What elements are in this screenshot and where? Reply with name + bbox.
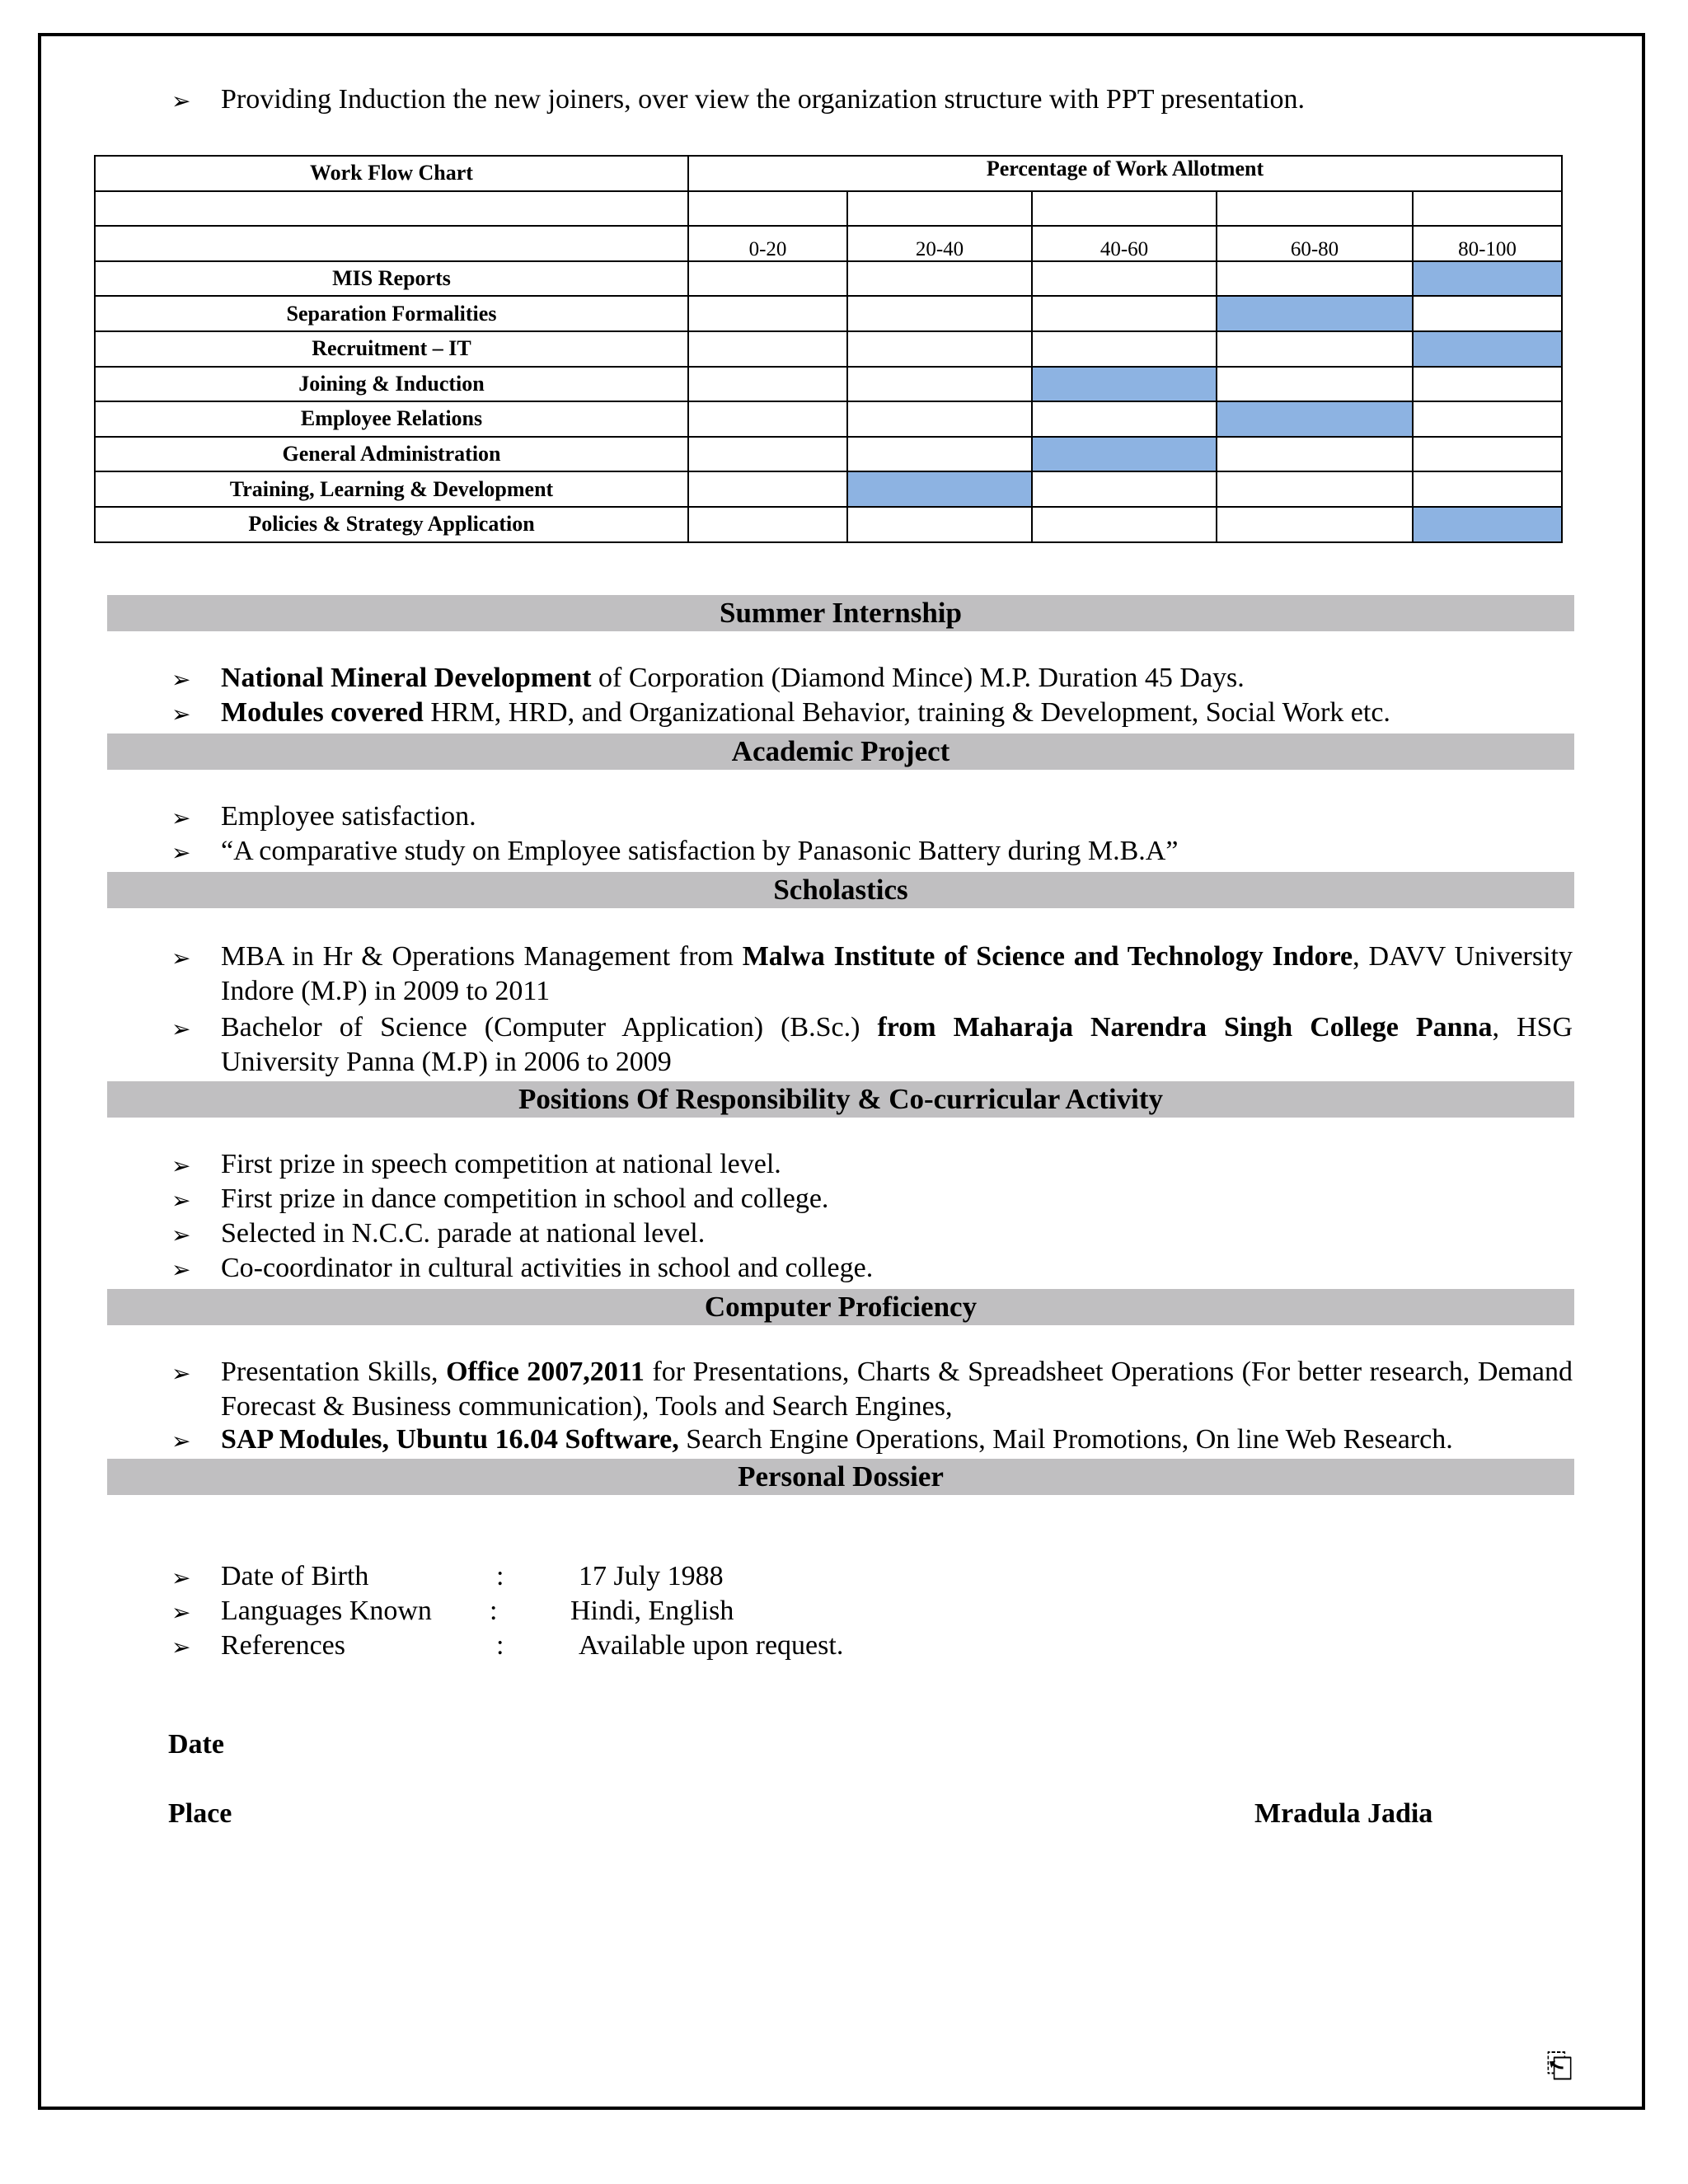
table-header-row (95, 156, 1562, 191)
academic-bullet-2: “A comparative study on Employee satisfaction by Panasonic Battery during M.B.A” (221, 836, 1179, 866)
allotment-bar (1217, 401, 1413, 437)
section-header-scholastics: Scholastics (107, 872, 1574, 908)
empty-cell (847, 331, 1032, 367)
allotment-bar (847, 471, 1032, 507)
empty-cell (1217, 261, 1413, 297)
empty-cell (95, 191, 688, 227)
empty-cell (847, 367, 1032, 402)
dossier-value: Available upon request. (579, 1630, 844, 1661)
bullet-arrow-icon: ➢ (171, 1633, 191, 1661)
bullet-arrow-icon: ➢ (171, 804, 191, 832)
empty-cell (688, 507, 847, 542)
computer-bullet-2 (221, 1422, 1589, 1457)
empty-cell (1413, 437, 1562, 472)
allotment-bar (1217, 296, 1413, 331)
computer-bullet-1-post: for Presentations, Charts & Spreadsheet Operations (For better research, Demand Forecast & Business communication), Tools and Search Engines, (221, 1357, 1573, 1422)
bullet-arrow-icon: ➢ (171, 701, 191, 728)
empty-cell (1032, 191, 1217, 227)
task-name: Policies & Strategy Application (95, 507, 688, 542)
place-label: Place (168, 1798, 232, 1829)
task-name: Training, Learning & Development (95, 471, 688, 507)
academic-bullet-1: Employee satisfaction. (221, 801, 476, 832)
range-label: 20-40 (847, 226, 1032, 261)
empty-cell (688, 367, 847, 402)
empty-cell (1413, 191, 1562, 227)
empty-cell (847, 261, 1032, 297)
table-row (95, 471, 1562, 507)
task-name: Separation Formalities (95, 296, 688, 331)
table-spacer-row (95, 191, 1562, 227)
dossier-label: References (221, 1630, 346, 1661)
empty-cell (688, 261, 847, 297)
empty-cell (688, 401, 847, 437)
empty-cell (1032, 331, 1217, 367)
allotment-bar (1413, 261, 1562, 297)
empty-cell (688, 471, 847, 507)
task-name: Joining & Induction (95, 367, 688, 402)
empty-cell (1032, 401, 1217, 437)
range-label: 40-60 (1032, 226, 1217, 261)
bullet-arrow-icon: ➢ (171, 1015, 191, 1043)
bullet-arrow-icon: ➢ (171, 1256, 191, 1283)
computer-bullet-2-bold: SAP Modules, Ubuntu 16.04 Software, (221, 1424, 679, 1455)
dossier-label: Languages Known (221, 1596, 432, 1626)
summer-bullet-1-bold: National Mineral Development (221, 663, 592, 693)
position-item: Co-coordinator in cultural activities in school and college. (221, 1253, 874, 1283)
bullet-arrow-icon: ➢ (171, 87, 191, 115)
bullet-arrow-icon: ➢ (171, 1187, 191, 1214)
summer-bullet-2-text: HRM, HRD, and Organizational Behavior, training & Development, Social Work etc. (423, 697, 1390, 728)
scholastics-bullet-1 (221, 940, 1573, 1009)
empty-cell (1413, 296, 1562, 331)
task-name: Employee Relations (95, 401, 688, 437)
empty-cell (1413, 401, 1562, 437)
bullet-arrow-icon: ➢ (171, 1360, 191, 1387)
bullet-arrow-icon: ➢ (171, 666, 191, 693)
range-label: 60-80 (1217, 226, 1413, 261)
summer-bullet-2-bold: Modules covered (221, 697, 424, 728)
allotment-bar (1413, 507, 1562, 542)
section-header-personal-dossier: Personal Dossier (107, 1459, 1574, 1495)
position-item: First prize in dance competition in school and college. (221, 1183, 829, 1214)
scholastics-bullet-2 (221, 1010, 1573, 1080)
task-name: General Administration (95, 437, 688, 472)
empty-cell (1032, 471, 1217, 507)
dossier-separator: : (496, 1561, 504, 1591)
scholastics-bullet-1-pre: MBA in Hr & Operations Management from (221, 941, 743, 972)
empty-cell (688, 191, 847, 227)
section-header-positions: Positions Of Responsibility & Co-curricular Activity (107, 1081, 1574, 1118)
bullet-arrow-icon: ➢ (171, 1152, 191, 1179)
summer-bullet-2 (221, 696, 1573, 730)
section-header-computer-proficiency: Computer Proficiency (107, 1289, 1574, 1325)
computer-bullet-1-pre: Presentation Skills, (221, 1357, 447, 1387)
bullet-arrow-icon: ➢ (171, 1564, 191, 1591)
empty-cell (847, 507, 1032, 542)
empty-cell (1217, 507, 1413, 542)
dossier-separator: : (496, 1630, 504, 1661)
empty-cell (1032, 261, 1217, 297)
table-row (95, 401, 1562, 437)
dossier-separator: : (490, 1596, 498, 1626)
allotment-bar (1032, 367, 1217, 402)
summer-bullet-1 (221, 661, 1573, 696)
empty-cell (1032, 296, 1217, 331)
dossier-label: Date of Birth (221, 1561, 369, 1591)
empty-cell (847, 296, 1032, 331)
empty-cell (688, 437, 847, 472)
scholastics-bullet-2-pre: Bachelor of Science (Computer Application) (B.Sc.) (221, 1012, 878, 1043)
empty-cell (1217, 471, 1413, 507)
empty-cell (688, 331, 847, 367)
position-item: First prize in speech competition at national level. (221, 1149, 781, 1179)
dossier-value: 17 July 1988 (579, 1561, 724, 1591)
empty-cell (688, 296, 847, 331)
scholastics-bullet-2-bold: from Maharaja Narendra Singh College Panna (877, 1012, 1493, 1043)
signature-name: Mradula Jadia (1254, 1798, 1433, 1829)
allotment-bar (1413, 331, 1562, 367)
summer-bullet-1-text: of Corporation (Diamond Mince) M.P. Duration 45 Days. (591, 663, 1245, 693)
empty-cell (847, 401, 1032, 437)
scholastics-bullet-1-bold: Malwa Institute of Science and Technology Indore (742, 941, 1353, 972)
table-row (95, 367, 1562, 402)
scholastics-bullet-2-post: , HSG University Panna (M.P) in 2006 to 2009 (221, 1012, 1573, 1077)
range-label: 80-100 (1413, 226, 1562, 261)
bullet-arrow-icon: ➢ (171, 1599, 191, 1626)
empty-cell (1413, 367, 1562, 402)
dossier-value: Hindi, English (570, 1596, 734, 1626)
task-name: Recruitment – IT (95, 331, 688, 367)
section-header-summer-internship: Summer Internship (107, 595, 1574, 631)
table-row (95, 507, 1562, 542)
empty-cell (847, 437, 1032, 472)
range-label: 0-20 (688, 226, 847, 261)
table-row (95, 437, 1562, 472)
computer-bullet-1-bold: Office 2007,2011 (446, 1357, 645, 1387)
bullet-arrow-icon: ➢ (171, 1221, 191, 1249)
empty-cell (1217, 331, 1413, 367)
work-flow-table (94, 155, 1563, 543)
empty-cell (1032, 507, 1217, 542)
intro-bullet-text: Providing Induction the new joiners, over view the organization structure with PPT presentation. (221, 84, 1306, 115)
table-row (95, 296, 1562, 331)
work-flow-title: Work Flow Chart (95, 156, 688, 191)
empty-cell (1217, 437, 1413, 472)
empty-cell (1217, 191, 1413, 227)
empty-cell (1217, 367, 1413, 402)
bullet-arrow-icon: ➢ (171, 839, 191, 866)
position-item: Selected in N.C.C. parade at national level. (221, 1218, 706, 1249)
empty-cell (1413, 471, 1562, 507)
section-header-academic-project: Academic Project (107, 733, 1574, 770)
task-name: MIS Reports (95, 261, 688, 297)
empty-cell (847, 191, 1032, 227)
computer-bullet-1 (221, 1355, 1573, 1424)
page-mark-icon: ⎗ (1546, 2047, 1573, 2085)
bullet-arrow-icon: ➢ (171, 944, 191, 972)
table-row (95, 331, 1562, 367)
computer-bullet-2-post: Search Engine Operations, Mail Promotions, On line Web Research. (678, 1424, 1453, 1455)
scholastics-bullet-1-post: , DAVV University Indore (M.P) in 2009 to 2011 (221, 941, 1573, 1006)
table-range-row (95, 226, 1562, 261)
date-label: Date (168, 1729, 224, 1760)
table-row (95, 261, 1562, 297)
allotment-header: Percentage of Work Allotment (688, 156, 1562, 191)
allotment-bar (1032, 437, 1217, 472)
bullet-arrow-icon: ➢ (171, 1427, 191, 1455)
empty-cell (95, 226, 688, 261)
